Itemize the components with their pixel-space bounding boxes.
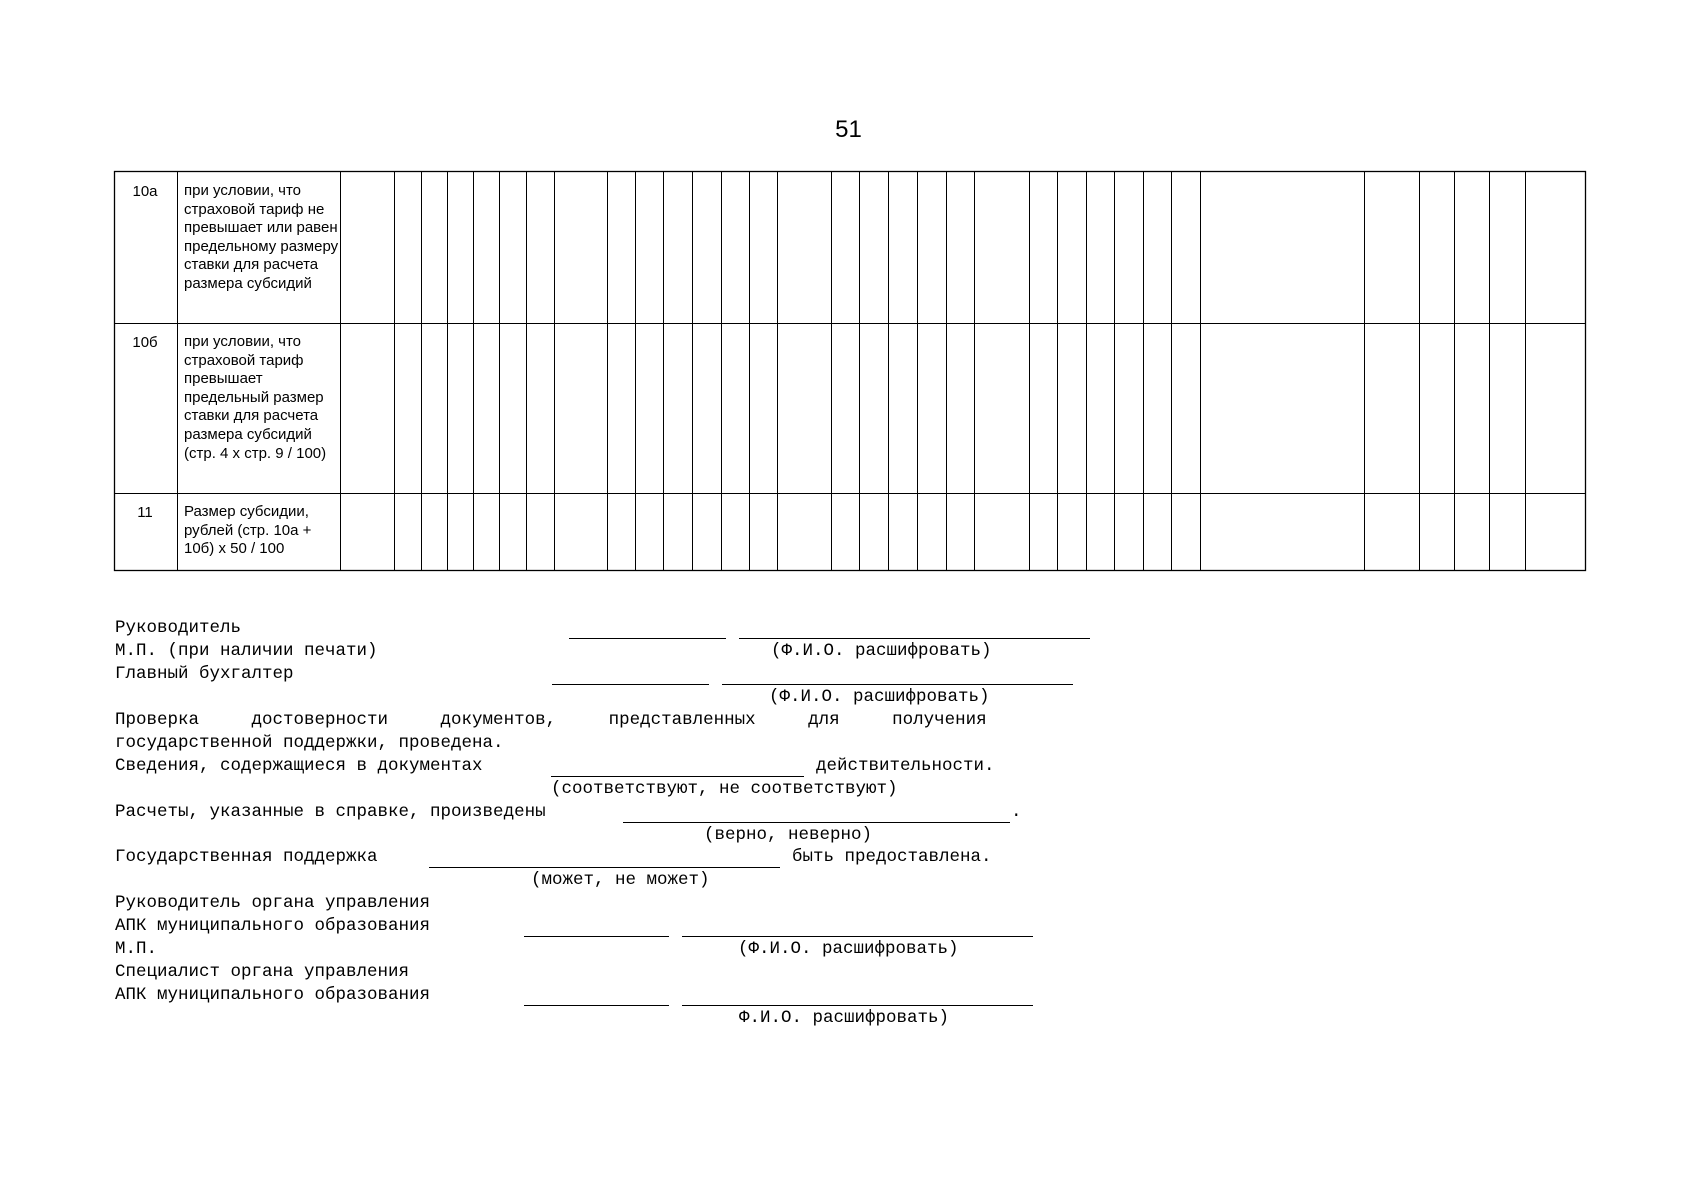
calc-hint: (верно, неверно): [704, 825, 873, 845]
support-hint: (может, не может): [531, 870, 710, 890]
specialist-name-hint: Ф.И.О. расшифровать): [739, 1008, 950, 1028]
head-signature-line[interactable]: [569, 638, 726, 639]
support-suffix: быть предоставлена.: [792, 847, 992, 867]
head-label: Руководитель: [115, 618, 242, 638]
accountant-name-line[interactable]: [722, 684, 1073, 685]
row-number: 11: [137, 504, 153, 521]
row-description: при условии, что страховой тариф превышает предельный размер ставки для расчета размера субсидий (стр. 4 x стр. 9 / 100): [184, 333, 327, 462]
specialist-name-line[interactable]: [682, 1005, 1033, 1006]
page-number: 51: [835, 116, 862, 143]
check-statement: Проверка достоверности документов, представленных для получения: [115, 710, 987, 730]
calc-suffix: .: [1011, 802, 1022, 822]
calc-prefix: Расчеты, указанные в справке, произведены: [115, 802, 546, 822]
accountant-name-hint: (Ф.И.О. расшифровать): [769, 687, 990, 707]
support-blank-line[interactable]: [429, 867, 780, 868]
stamp-label: М.П. (при наличии печати): [115, 641, 378, 661]
apk-stamp-label: М.П.: [115, 939, 158, 959]
info-suffix: действительности.: [816, 756, 995, 776]
row-description: Размер субсидии, рублей (стр. 10а + 10б) x 50 / 100: [184, 503, 312, 558]
apk-head-label: Руководитель органа управления: [115, 893, 431, 913]
specialist-signature-line[interactable]: [524, 1005, 669, 1006]
info-blank-line[interactable]: [551, 776, 804, 777]
row-number: 10а: [132, 183, 158, 200]
info-hint: (соответствуют, не соответствуют): [551, 779, 898, 799]
row-description: при условии, что страховой тариф не превышает или равен предельному размеру ставки для расчета размера субсидий: [184, 182, 339, 292]
calc-blank-line[interactable]: [623, 822, 1010, 823]
chief-accountant-label: Главный бухгалтер: [115, 664, 294, 684]
specialist-label: Специалист органа управления: [115, 962, 410, 982]
head-name-hint: (Ф.И.О. расшифровать): [771, 641, 992, 661]
apk-head-label-cont: АПК муниципального образования: [115, 916, 431, 936]
specialist-label-cont: АПК муниципального образования: [115, 985, 431, 1005]
check-statement-cont: государственной поддержки, проведена.: [115, 733, 504, 753]
info-prefix: Сведения, содержащиеся в документах: [115, 756, 483, 776]
head-name-line[interactable]: [739, 638, 1090, 639]
apk-head-name-hint: (Ф.И.О. расшифровать): [738, 939, 959, 959]
apk-head-signature-line[interactable]: [524, 936, 669, 937]
support-prefix: Государственная поддержка: [115, 847, 378, 867]
apk-head-name-line[interactable]: [682, 936, 1033, 937]
row-number: 10б: [132, 334, 158, 351]
accountant-signature-line[interactable]: [552, 684, 709, 685]
